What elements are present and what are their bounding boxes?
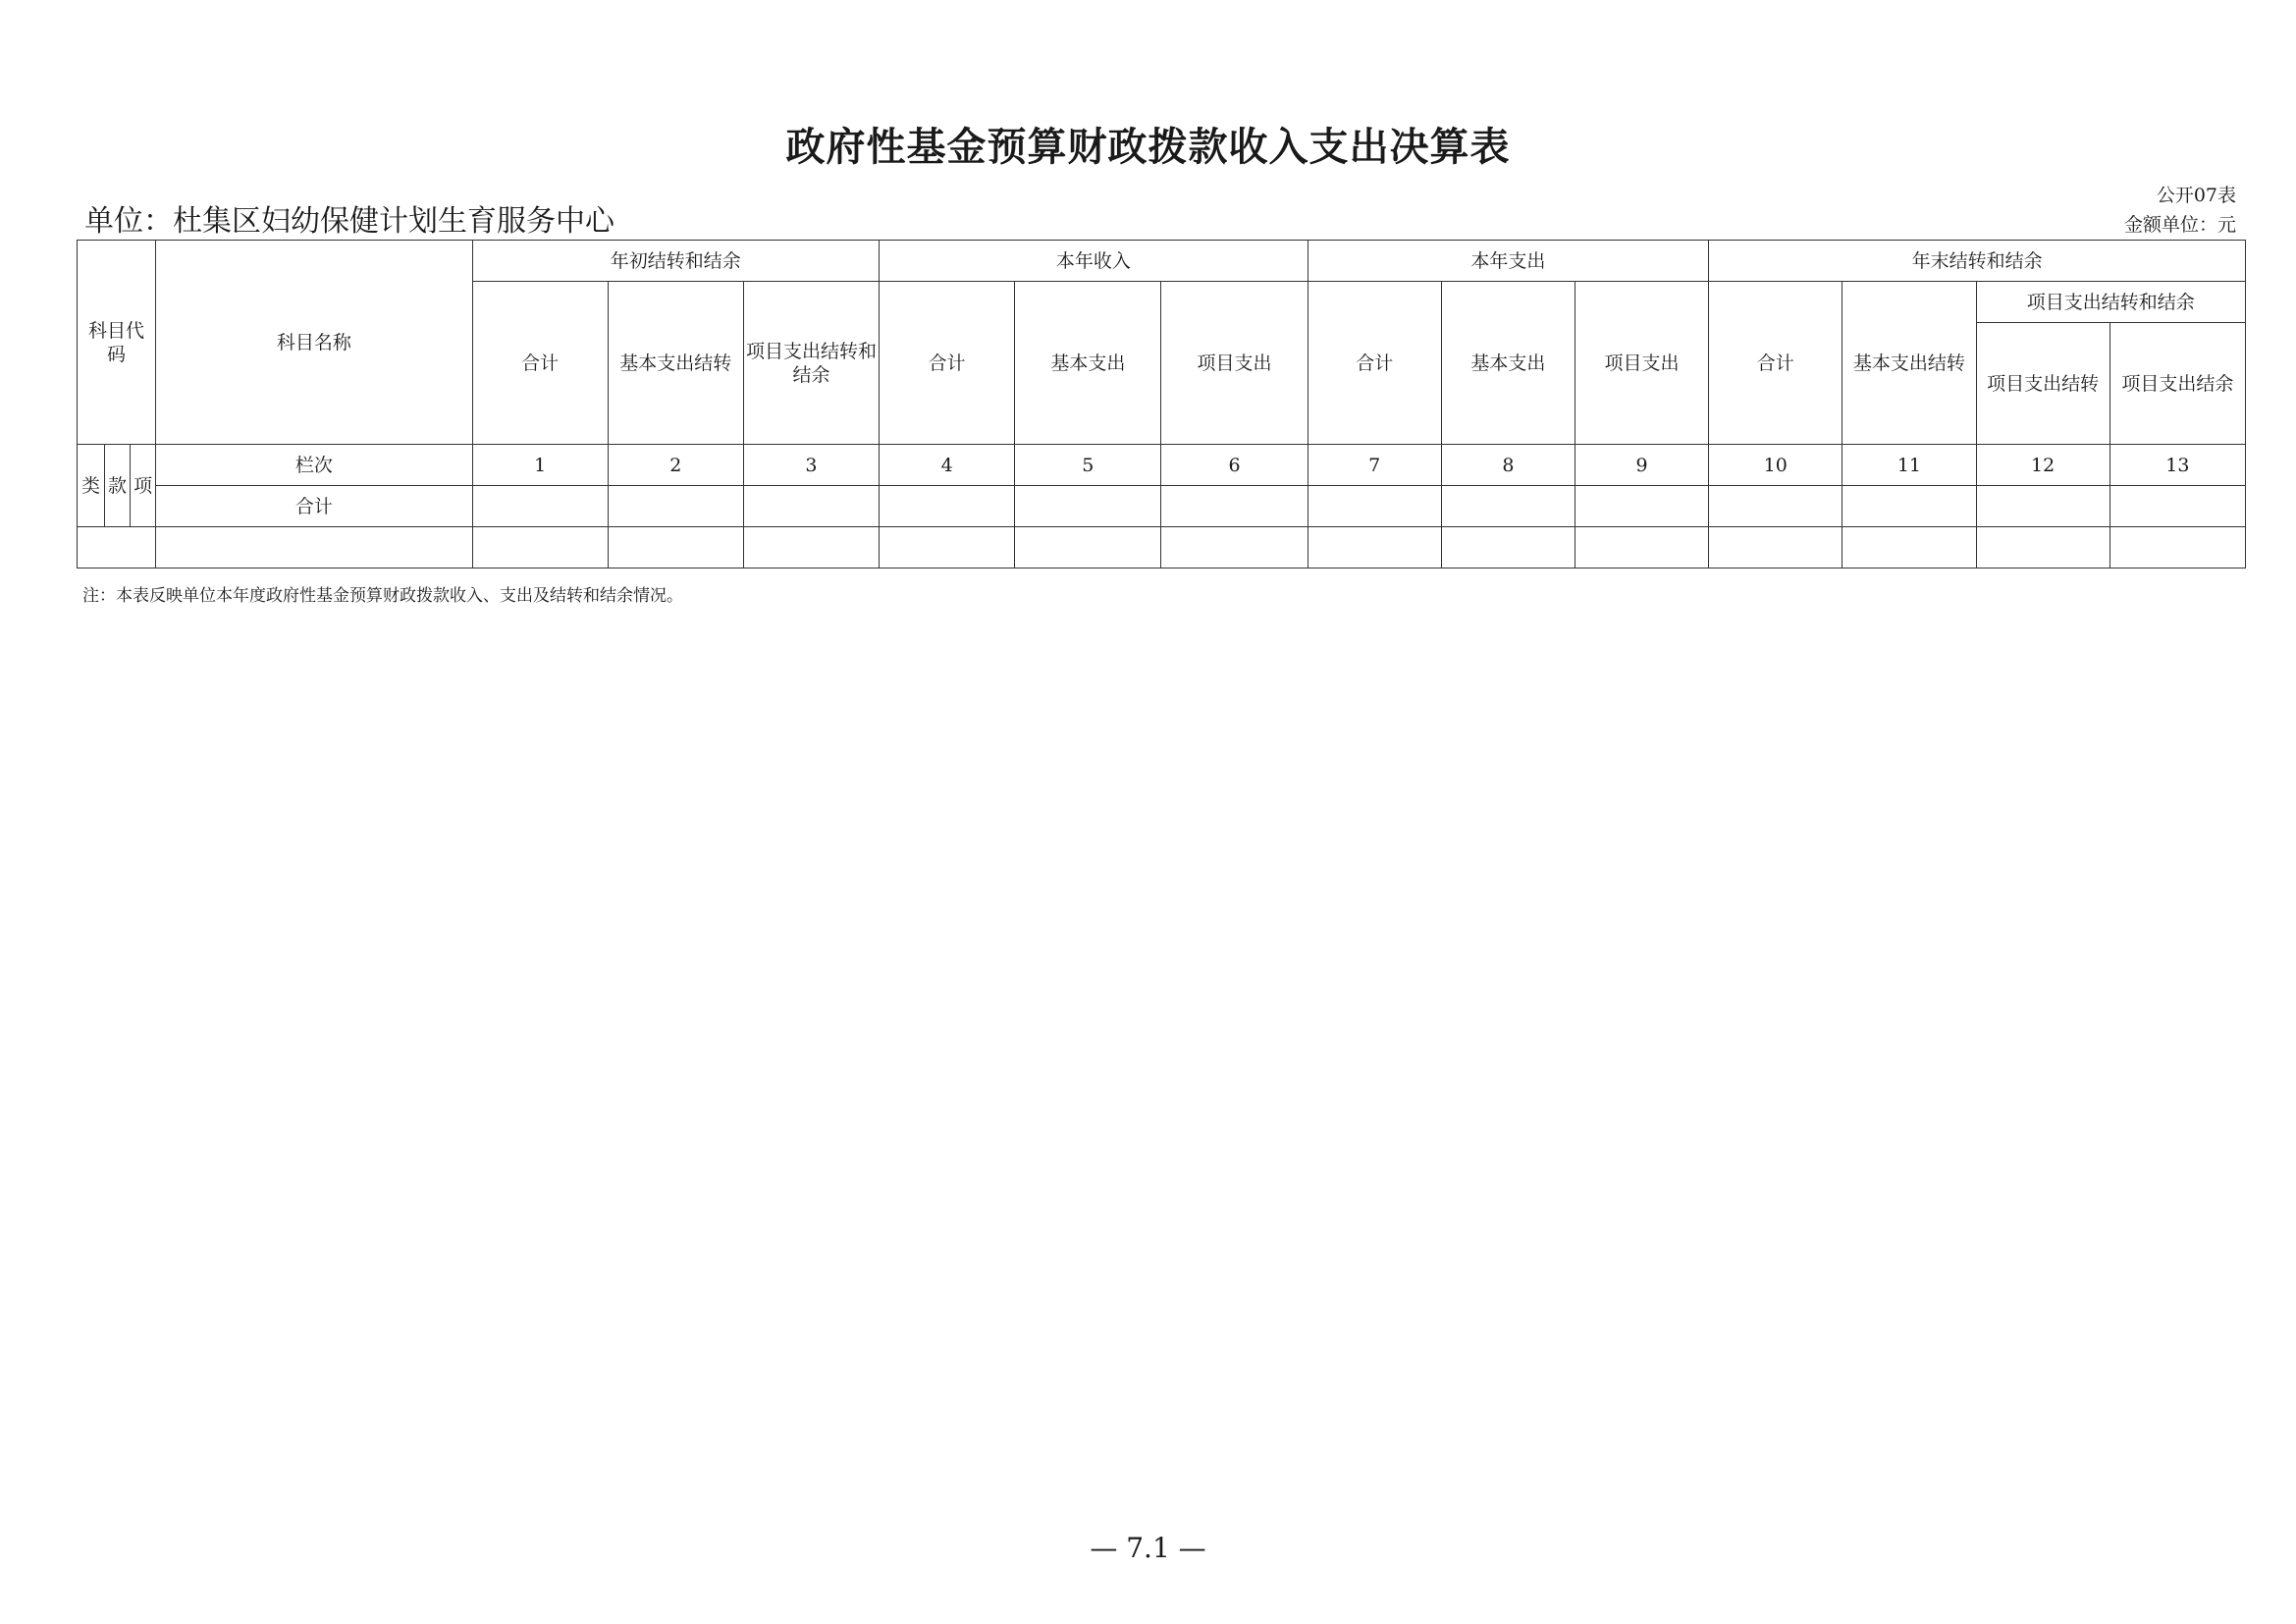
money-unit-label: 金额单位：元 bbox=[2123, 214, 2236, 236]
header-income-project: 项目支出 bbox=[1161, 282, 1308, 445]
table-cell bbox=[1842, 486, 1976, 527]
table-cell bbox=[1015, 486, 1161, 527]
header-beginning-project: 项目支出结转和结余 bbox=[743, 282, 879, 445]
column-number: 6 bbox=[1161, 445, 1308, 486]
column-number: 2 bbox=[608, 445, 743, 486]
header-expense-basic: 基本支出 bbox=[1441, 282, 1575, 445]
table-cell bbox=[2109, 486, 2245, 527]
column-number: 10 bbox=[1709, 445, 1842, 486]
table-cell bbox=[880, 486, 1015, 527]
header-expense-project: 项目支出 bbox=[1575, 282, 1708, 445]
table-cell bbox=[1575, 486, 1708, 527]
page-number: — 7.1 — bbox=[1090, 1532, 1206, 1564]
table-cell bbox=[472, 486, 608, 527]
table-cell bbox=[1709, 527, 1842, 568]
total-row bbox=[78, 486, 2246, 527]
budget-table bbox=[77, 240, 2246, 568]
table-cell bbox=[1976, 527, 2109, 568]
table-cell bbox=[472, 527, 608, 568]
table-note: 注：本表反映单位本年度政府性基金预算财政拨款收入、支出及结转和结余情况。 bbox=[82, 586, 683, 606]
header-beginning-basic: 基本支出结转 bbox=[608, 282, 743, 445]
header-row-1 bbox=[78, 241, 2246, 282]
header-group-income: 本年收入 bbox=[880, 241, 1308, 282]
column-number: 11 bbox=[1842, 445, 1976, 486]
header-income-total: 合计 bbox=[880, 282, 1015, 445]
table-cell bbox=[1161, 527, 1308, 568]
table-cell bbox=[1308, 527, 1441, 568]
column-number-row bbox=[78, 445, 2246, 486]
code-class: 类 bbox=[78, 445, 105, 527]
table-cell bbox=[156, 527, 472, 568]
table-cell bbox=[1161, 486, 1308, 527]
column-number: 7 bbox=[1308, 445, 1441, 486]
table-cell bbox=[1976, 486, 2109, 527]
table-cell bbox=[1441, 486, 1575, 527]
table-cell bbox=[608, 527, 743, 568]
table-cell bbox=[1441, 527, 1575, 568]
table-cell bbox=[743, 486, 879, 527]
empty-row bbox=[78, 527, 2246, 568]
table-cell bbox=[743, 527, 879, 568]
code-item: 项 bbox=[131, 445, 156, 527]
document-title: 政府性基金预算财政拨款收入支出决算表 bbox=[785, 125, 1511, 170]
header-group-beginning: 年初结转和结余 bbox=[472, 241, 880, 282]
table-cell bbox=[608, 486, 743, 527]
table-cell bbox=[1575, 527, 1708, 568]
form-number: 公开07表 bbox=[2156, 185, 2236, 206]
column-number: 5 bbox=[1015, 445, 1161, 486]
code-section: 款 bbox=[105, 445, 131, 527]
header-group-ending: 年末结转和结余 bbox=[1709, 241, 2246, 282]
column-number: 12 bbox=[1976, 445, 2109, 486]
header-ending-total: 合计 bbox=[1709, 282, 1842, 445]
table-cell bbox=[1308, 486, 1441, 527]
table-cell bbox=[1015, 527, 1161, 568]
header-expense-total: 合计 bbox=[1308, 282, 1441, 445]
header-name: 科目名称 bbox=[156, 241, 472, 445]
table-cell bbox=[1842, 527, 1976, 568]
table-cell bbox=[1709, 486, 1842, 527]
column-row-label: 栏次 bbox=[156, 445, 472, 486]
header-ending-basic: 基本支出结转 bbox=[1842, 282, 1976, 445]
header-beginning-total: 合计 bbox=[472, 282, 608, 445]
header-group-expense: 本年支出 bbox=[1308, 241, 1709, 282]
column-number: 3 bbox=[743, 445, 879, 486]
total-label: 合计 bbox=[156, 486, 472, 527]
header-ending-project-balance: 项目支出结余 bbox=[2109, 323, 2245, 445]
header-income-basic: 基本支出 bbox=[1015, 282, 1161, 445]
table-cell bbox=[880, 527, 1015, 568]
header-ending-project-group: 项目支出结转和结余 bbox=[1976, 282, 2246, 323]
column-number: 13 bbox=[2109, 445, 2245, 486]
column-number: 1 bbox=[472, 445, 608, 486]
table-cell bbox=[78, 527, 156, 568]
column-number: 8 bbox=[1441, 445, 1575, 486]
unit-label: 单位：杜集区妇幼保健计划生育服务中心 bbox=[84, 204, 614, 239]
header-ending-project-carryover: 项目支出结转 bbox=[1976, 323, 2109, 445]
header-code: 科目代码 bbox=[78, 241, 156, 445]
column-number: 9 bbox=[1575, 445, 1708, 486]
table-cell bbox=[2109, 527, 2245, 568]
column-number: 4 bbox=[880, 445, 1015, 486]
